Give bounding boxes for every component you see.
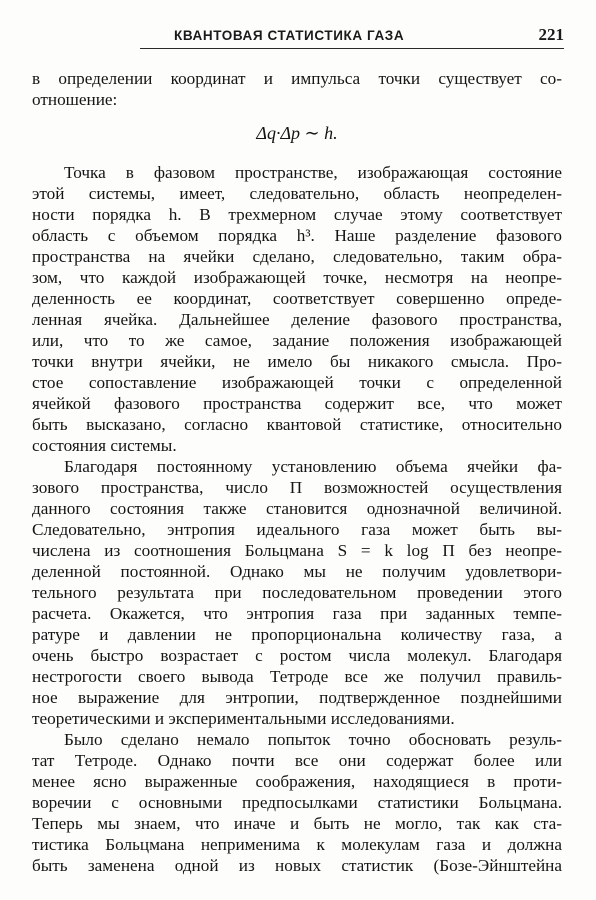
text-line: состояния системы. bbox=[32, 436, 177, 455]
text-line: ячейкой фазового пространства содержит все, что может bbox=[32, 394, 562, 413]
text-line: числена из соотношения Больцмана S = k log Π без неопре- bbox=[32, 541, 562, 560]
text-line: очень быстро возрастает с ростом числа молекул. Благодаря bbox=[32, 646, 562, 665]
text-line: ности порядка h. В трехмерном случае этому соответствует bbox=[32, 205, 562, 224]
paragraph-3 bbox=[32, 729, 562, 876]
text-line: теоретическими и экспериментальными исследованиями. bbox=[32, 709, 455, 728]
text-line: Теперь мы знаем, что иначе и быть не могло, так как ста- bbox=[32, 814, 562, 833]
text-line: ленная ячейка. Дальнейшее деление фазового пространства, bbox=[32, 310, 562, 329]
formula: Δq·Δp ∼ h. bbox=[256, 123, 338, 143]
paragraph-1 bbox=[32, 162, 562, 456]
text-line: нестрогости своего вывода Тетроде все же получил правиль- bbox=[32, 667, 562, 686]
text-line: тистика Больцмана неприменима к молекулам газа и должна bbox=[32, 835, 562, 854]
text-line: Благодаря постоянному установлению объема ячейки фа- bbox=[64, 457, 562, 476]
page-header bbox=[140, 25, 564, 50]
text-line: деленной постоянной. Однако мы не получим удовлетвори- bbox=[32, 562, 562, 581]
text-line: Следовательно, энтропия идеального газа может быть вы- bbox=[32, 520, 562, 539]
paragraph-gap bbox=[32, 150, 562, 162]
text-line: данного состояния также становится однозначной величиной. bbox=[32, 499, 562, 518]
body-text bbox=[32, 68, 562, 876]
text-line: точки внутри ячейки, не имело бы никакого смысла. Про- bbox=[32, 352, 562, 371]
text-line: зом, что каждой изображающей точке, несмотря на неопре- bbox=[32, 268, 562, 287]
text-line: в определении координат и импульса точки существует со- bbox=[32, 69, 562, 88]
text-line: быть высказано, согласно квантовой статистике, относительно bbox=[32, 415, 562, 434]
text-line: быть заменена одной из новых статистик (Бозе-Эйнштейна bbox=[32, 856, 562, 875]
text-line: зового пространства, число Π возможностей осуществления bbox=[32, 478, 562, 497]
text-line: стое сопоставление изображающей точки с определенной bbox=[32, 373, 562, 392]
text-line: отношение: bbox=[32, 90, 118, 109]
text-line: область с объемом порядка h³. Наше разделение фазового bbox=[32, 226, 562, 245]
text-line: ратуре и давлении не пропорциональна количеству газа, а bbox=[32, 625, 562, 644]
text-line: тат Тетроде. Однако почти все они содержат более или bbox=[32, 751, 562, 770]
text-line: пространства на ячейки сделано, следовательно, таким обра- bbox=[32, 247, 562, 266]
text-line: Было сделано немало попыток точно обосновать резуль- bbox=[64, 730, 562, 749]
text-line: менее ясно выраженные соображения, находящиеся в проти- bbox=[32, 772, 562, 791]
text-line: тельного результата при последовательном проведении этого bbox=[32, 583, 562, 602]
page-number: 221 bbox=[538, 25, 564, 44]
text-line: этой системы, имеет, следовательно, область неопределен- bbox=[32, 184, 562, 203]
text-line: Точка в фазовом пространстве, изображающая состояние bbox=[64, 163, 562, 182]
running-title: КВАНТОВАЯ СТАТИСТИКА ГАЗА bbox=[174, 28, 405, 43]
text-line: ное выражение для энтропии, подтвержденное позднейшими bbox=[32, 688, 562, 707]
paragraph-2 bbox=[32, 456, 562, 729]
text-line: воречии с основными предпосылками статистики Больцмана. bbox=[32, 793, 562, 812]
text-line: деленность ее координат, соответствует совершенно опреде- bbox=[32, 289, 562, 308]
text-line: расчета. Окажется, что энтропия газа при заданных темпе- bbox=[32, 604, 562, 623]
header-rule bbox=[140, 48, 564, 49]
text-line: или, что то же самое, задание положения изображающей bbox=[32, 331, 562, 350]
